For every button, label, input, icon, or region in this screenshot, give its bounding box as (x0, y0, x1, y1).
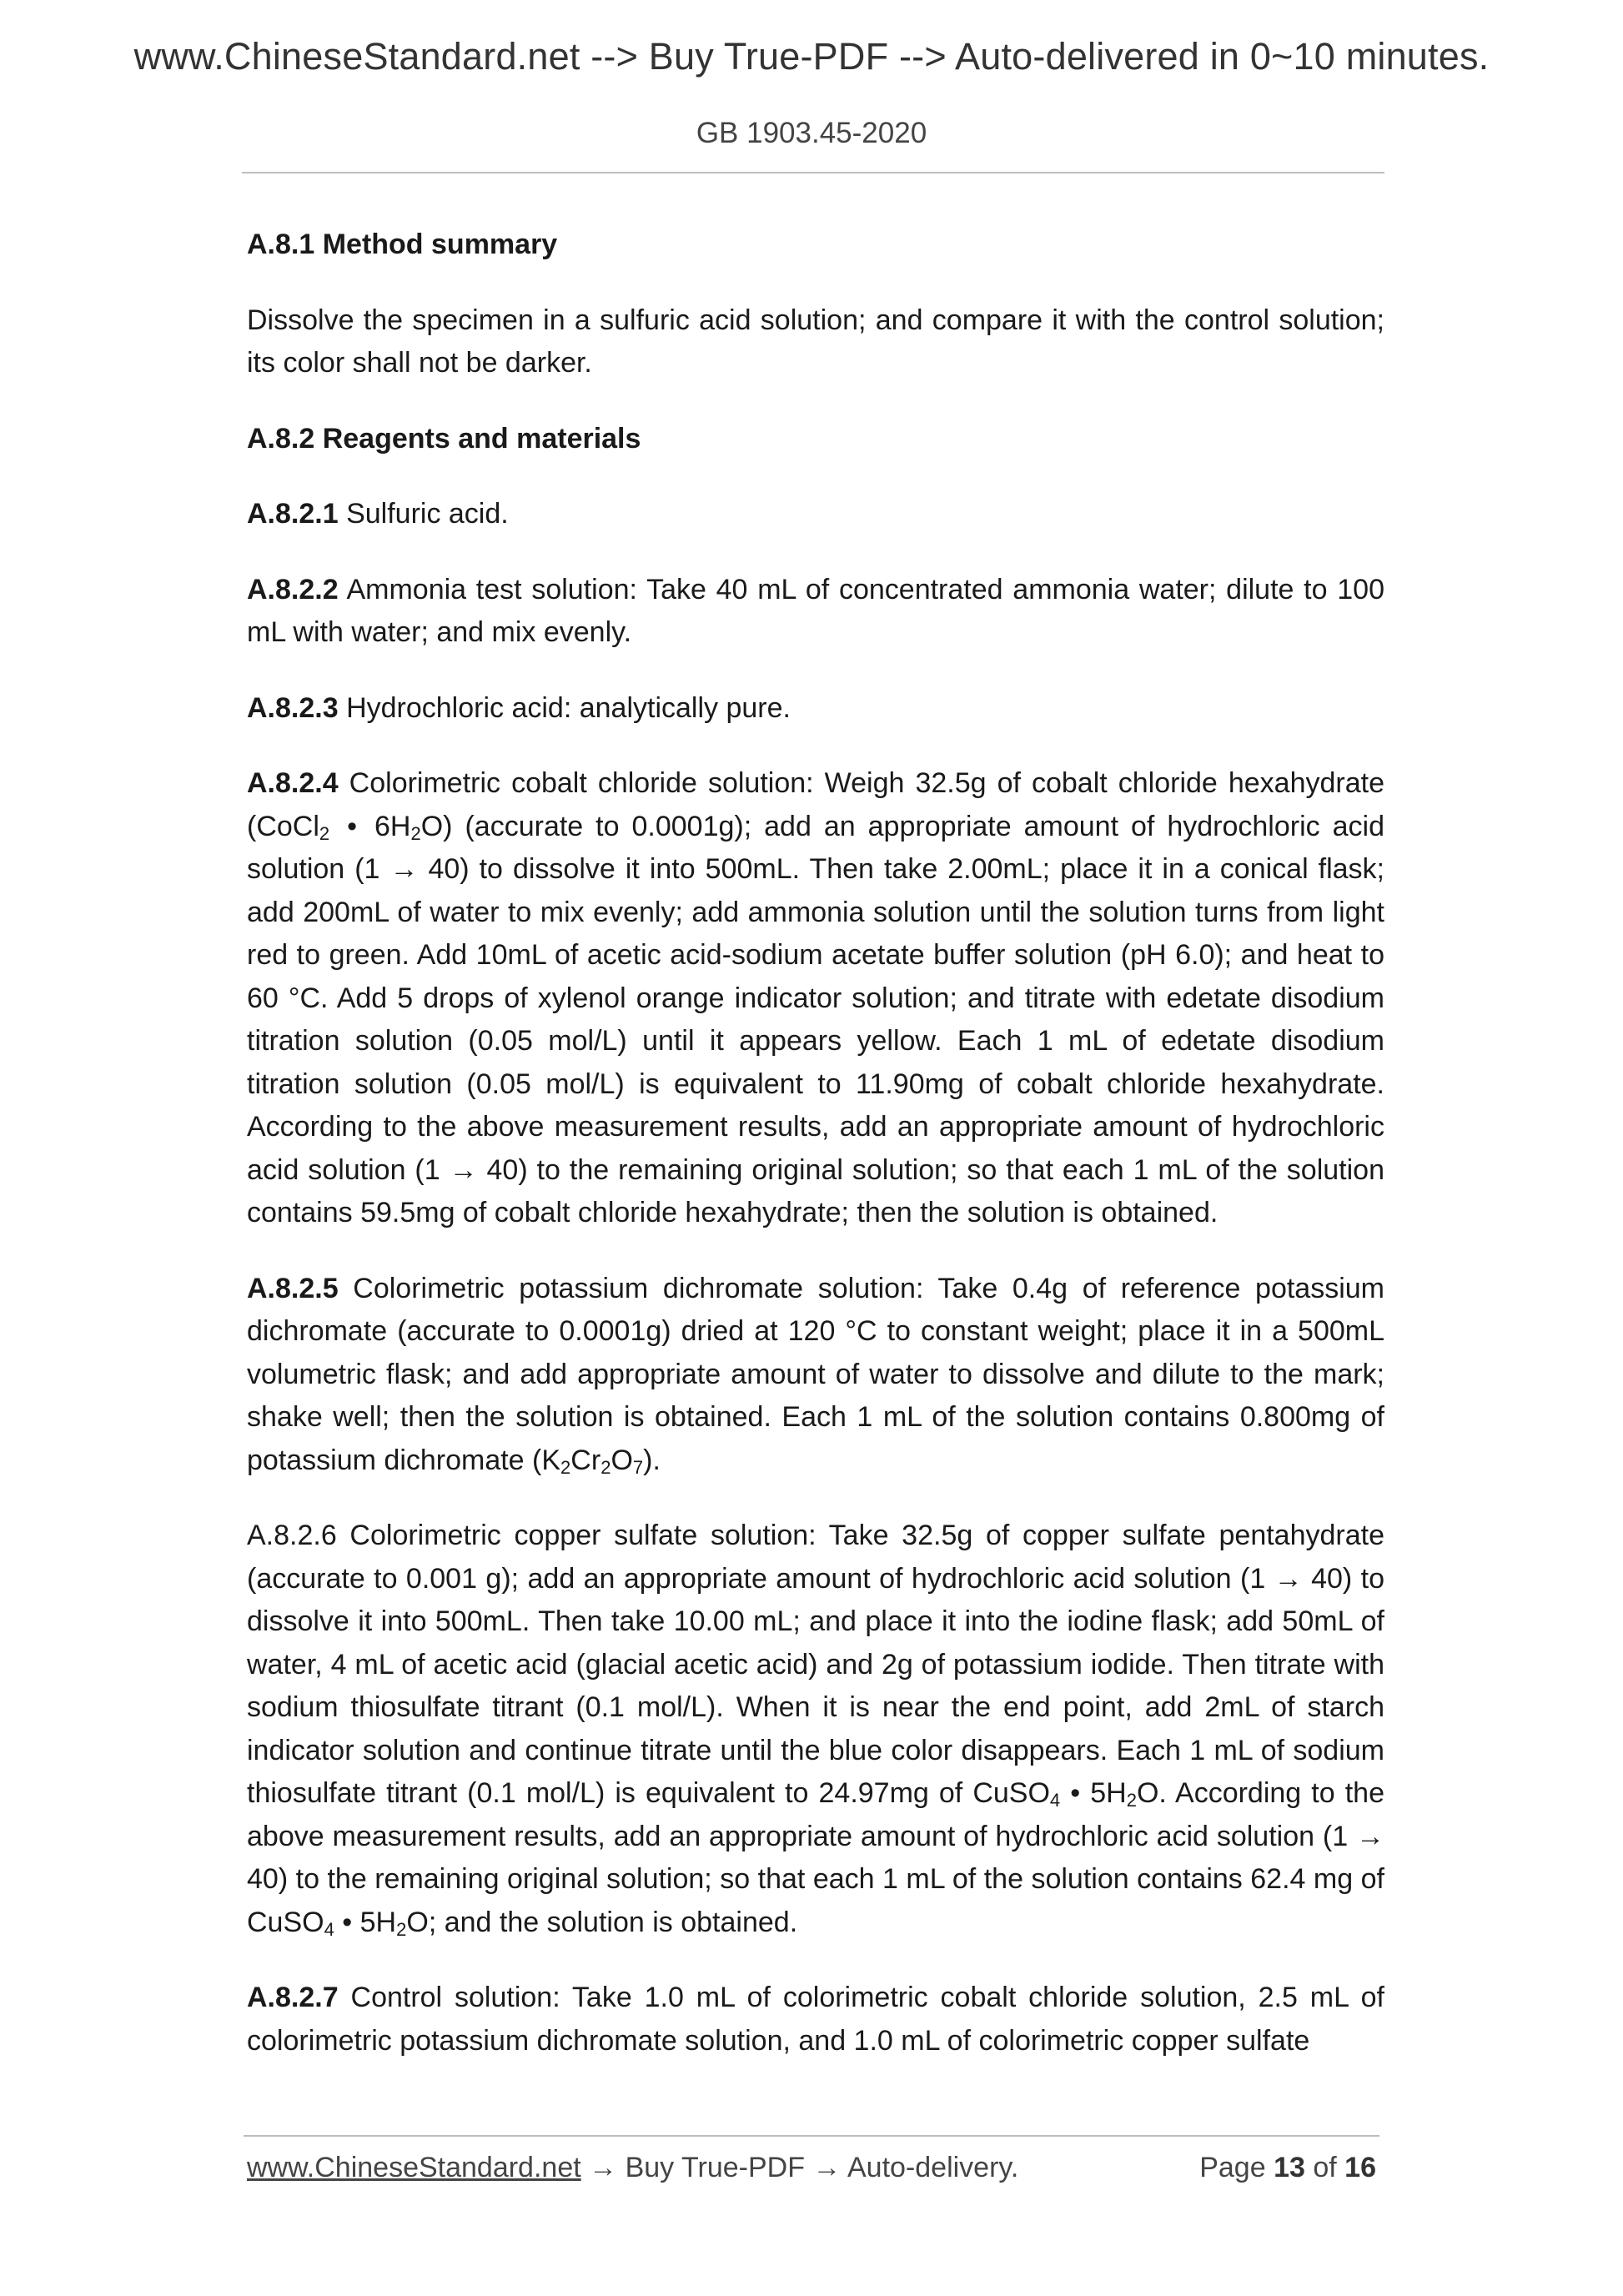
subscript: 2 (396, 1918, 407, 1940)
subscript: 2 (560, 1456, 571, 1478)
footer-site-link[interactable]: www.ChineseStandard.net (247, 2152, 581, 2183)
clause-number: A.8.2.3 (247, 691, 339, 724)
section-a82-heading: A.8.2 Reagents and materials (247, 422, 641, 455)
clause-text: ). (643, 1444, 661, 1476)
subscript: 2 (410, 822, 421, 844)
clause-text: O; and the solution is obtained. (406, 1906, 798, 1938)
section-a81-paragraph: Dissolve the specimen in a sulfuric acid solution; and compare it with the control solution; its color shall not be darker. (247, 304, 1384, 379)
clause-a822 (247, 569, 1384, 655)
site-banner: www.ChineseStandard.net --> Buy True-PDF --> Auto-delivered in 0~10 minutes. (133, 35, 1490, 78)
clause-a825 (247, 1268, 1384, 1483)
header-divider (242, 172, 1384, 173)
section-a81-heading: A.8.1 Method summary (247, 229, 558, 260)
clause-a821 (247, 493, 1384, 536)
clause-text: Cr (570, 1444, 601, 1476)
clause-text: 5H (352, 1906, 397, 1938)
page-word: Page (1199, 2152, 1266, 2183)
clause-a824 (247, 762, 1384, 1235)
clause-text: A.8.2.6 Colorimetric copper sulfate solution: Take 32.5g of copper sulfate pentahydrate (accurate to 0.001 g); add an appropriate amount of hydrochloric acid solution (1 → 40) to dissolve it into 500mL. Then take 10.00 mL; and place it into the iodine flask; add 50mL of water, 4 mL of acetic acid (glacial acetic acid) and 2g of potassium iodide. Then titrate with sodium thiosulfate titrant (0.1 mol/L). When it is near the end point, add 2mL of starch indicator solution and continue titrate until the blue color disappears. Each 1 mL of sodium thiosulfate titrant (0.1 mol/L) is equivalent to 24.97mg of CuSO (247, 1520, 1384, 1809)
page-footer (247, 2152, 1376, 2184)
clause-number: A.8.2.2 (247, 573, 339, 605)
footer-divider (244, 2135, 1379, 2137)
page-total: 16 (1344, 2152, 1376, 2183)
bullet-glyph: • (347, 810, 358, 842)
clause-text: Control solution: Take 1.0 mL of colorimetric cobalt chloride solution, 2.5 mL of colorimetric potassium dichromate solution, and 1.0 mL of colorimetric copper sulfate (247, 1982, 1384, 2057)
page-indicator (1199, 2152, 1376, 2184)
footer-tagline: → Buy True-PDF → Auto-delivery. (580, 2152, 1019, 2183)
bullet-glyph: • (1070, 1777, 1081, 1809)
subscript: 4 (1049, 1790, 1061, 1811)
clause-text: O) (accurate to 0.0001g); add an appropriate amount of hydrochloric acid solution (1 → 40) to dissolve it into 500mL. Then take 2.00mL; place it in a conical flask; add 200mL of water to mix evenly; add ammonia solution until the solution turns from light red to green. Add 10mL of acetic acid-sodium acetate buffer solution (pH 6.0); and heat to 60 °C. Add 5 drops of xylenol orange indicator solution; and titrate with edetate disodium titration solution (0.05 mol/L) until it appears yellow. Each 1 mL of edetate disodium titration solution (0.05 mol/L) is equivalent to 11.90mg of cobalt chloride hexahydrate. According to the above measurement results, add an appropriate amount of hydrochloric acid solution (1 → 40) to the remaining original solution; so that each 1 mL of the solution contains 59.5mg of cobalt chloride hexahydrate; then the solution is obtained. (247, 810, 1384, 1228)
document-body (247, 224, 1384, 2095)
bullet-glyph: • (342, 1906, 353, 1938)
subscript: 2 (319, 822, 330, 844)
clause-text: Colorimetric potassium dichromate solution: Take 0.4g of reference potassium dichromate (accurate to 0.0001g) dried at 120 °C to constant weight; place it in a 500mL volumetric flask; and add appropriate amount of water to dissolve and dilute to the mark; shake well; then the solution is obtained. Each 1 mL of the solution contains 0.800mg of potassium dichromate (K (247, 1272, 1384, 1476)
clause-text: O (611, 1444, 633, 1476)
clause-a826 (247, 1515, 1384, 1944)
subscript: 4 (324, 1918, 334, 1940)
of-word: of (1313, 2152, 1337, 2183)
clause-text: Ammonia test solution: Take 40 mL of concentrated ammonia water; dilute to 100 mL with water; and mix evenly. (247, 573, 1384, 648)
document-code: GB 1903.45-2020 (696, 117, 927, 149)
clause-a823 (247, 687, 1384, 731)
subscript: 2 (1126, 1790, 1137, 1811)
clause-number: A.8.2.1 (247, 498, 339, 530)
clause-a827 (247, 1977, 1384, 2062)
clause-number: A.8.2.5 (247, 1272, 339, 1304)
subscript: 7 (632, 1456, 644, 1478)
clause-number: A.8.2.4 (247, 767, 339, 799)
clause-text: Hydrochloric acid: analytically pure. (338, 691, 791, 724)
clause-text: Sulfuric acid. (338, 498, 509, 530)
clause-text: 6H (362, 810, 411, 842)
clause-text: 5H (1080, 1777, 1127, 1809)
page-number: 13 (1274, 2152, 1305, 2183)
clause-number: A.8.2.7 (247, 1982, 339, 2013)
clause-text: Colorimetric cobalt chloride solution: Weigh 32.5g of cobalt chloride hexahydrate (CoCl (247, 767, 1384, 842)
subscript: 2 (600, 1456, 611, 1478)
clause-text: O. According to the above measurement results, add an appropriate amount of hydrochloric acid solution (1 → 40) to the remaining original solution; so that each 1 mL of the solution contains 62.4 mg of CuSO (247, 1777, 1384, 1938)
